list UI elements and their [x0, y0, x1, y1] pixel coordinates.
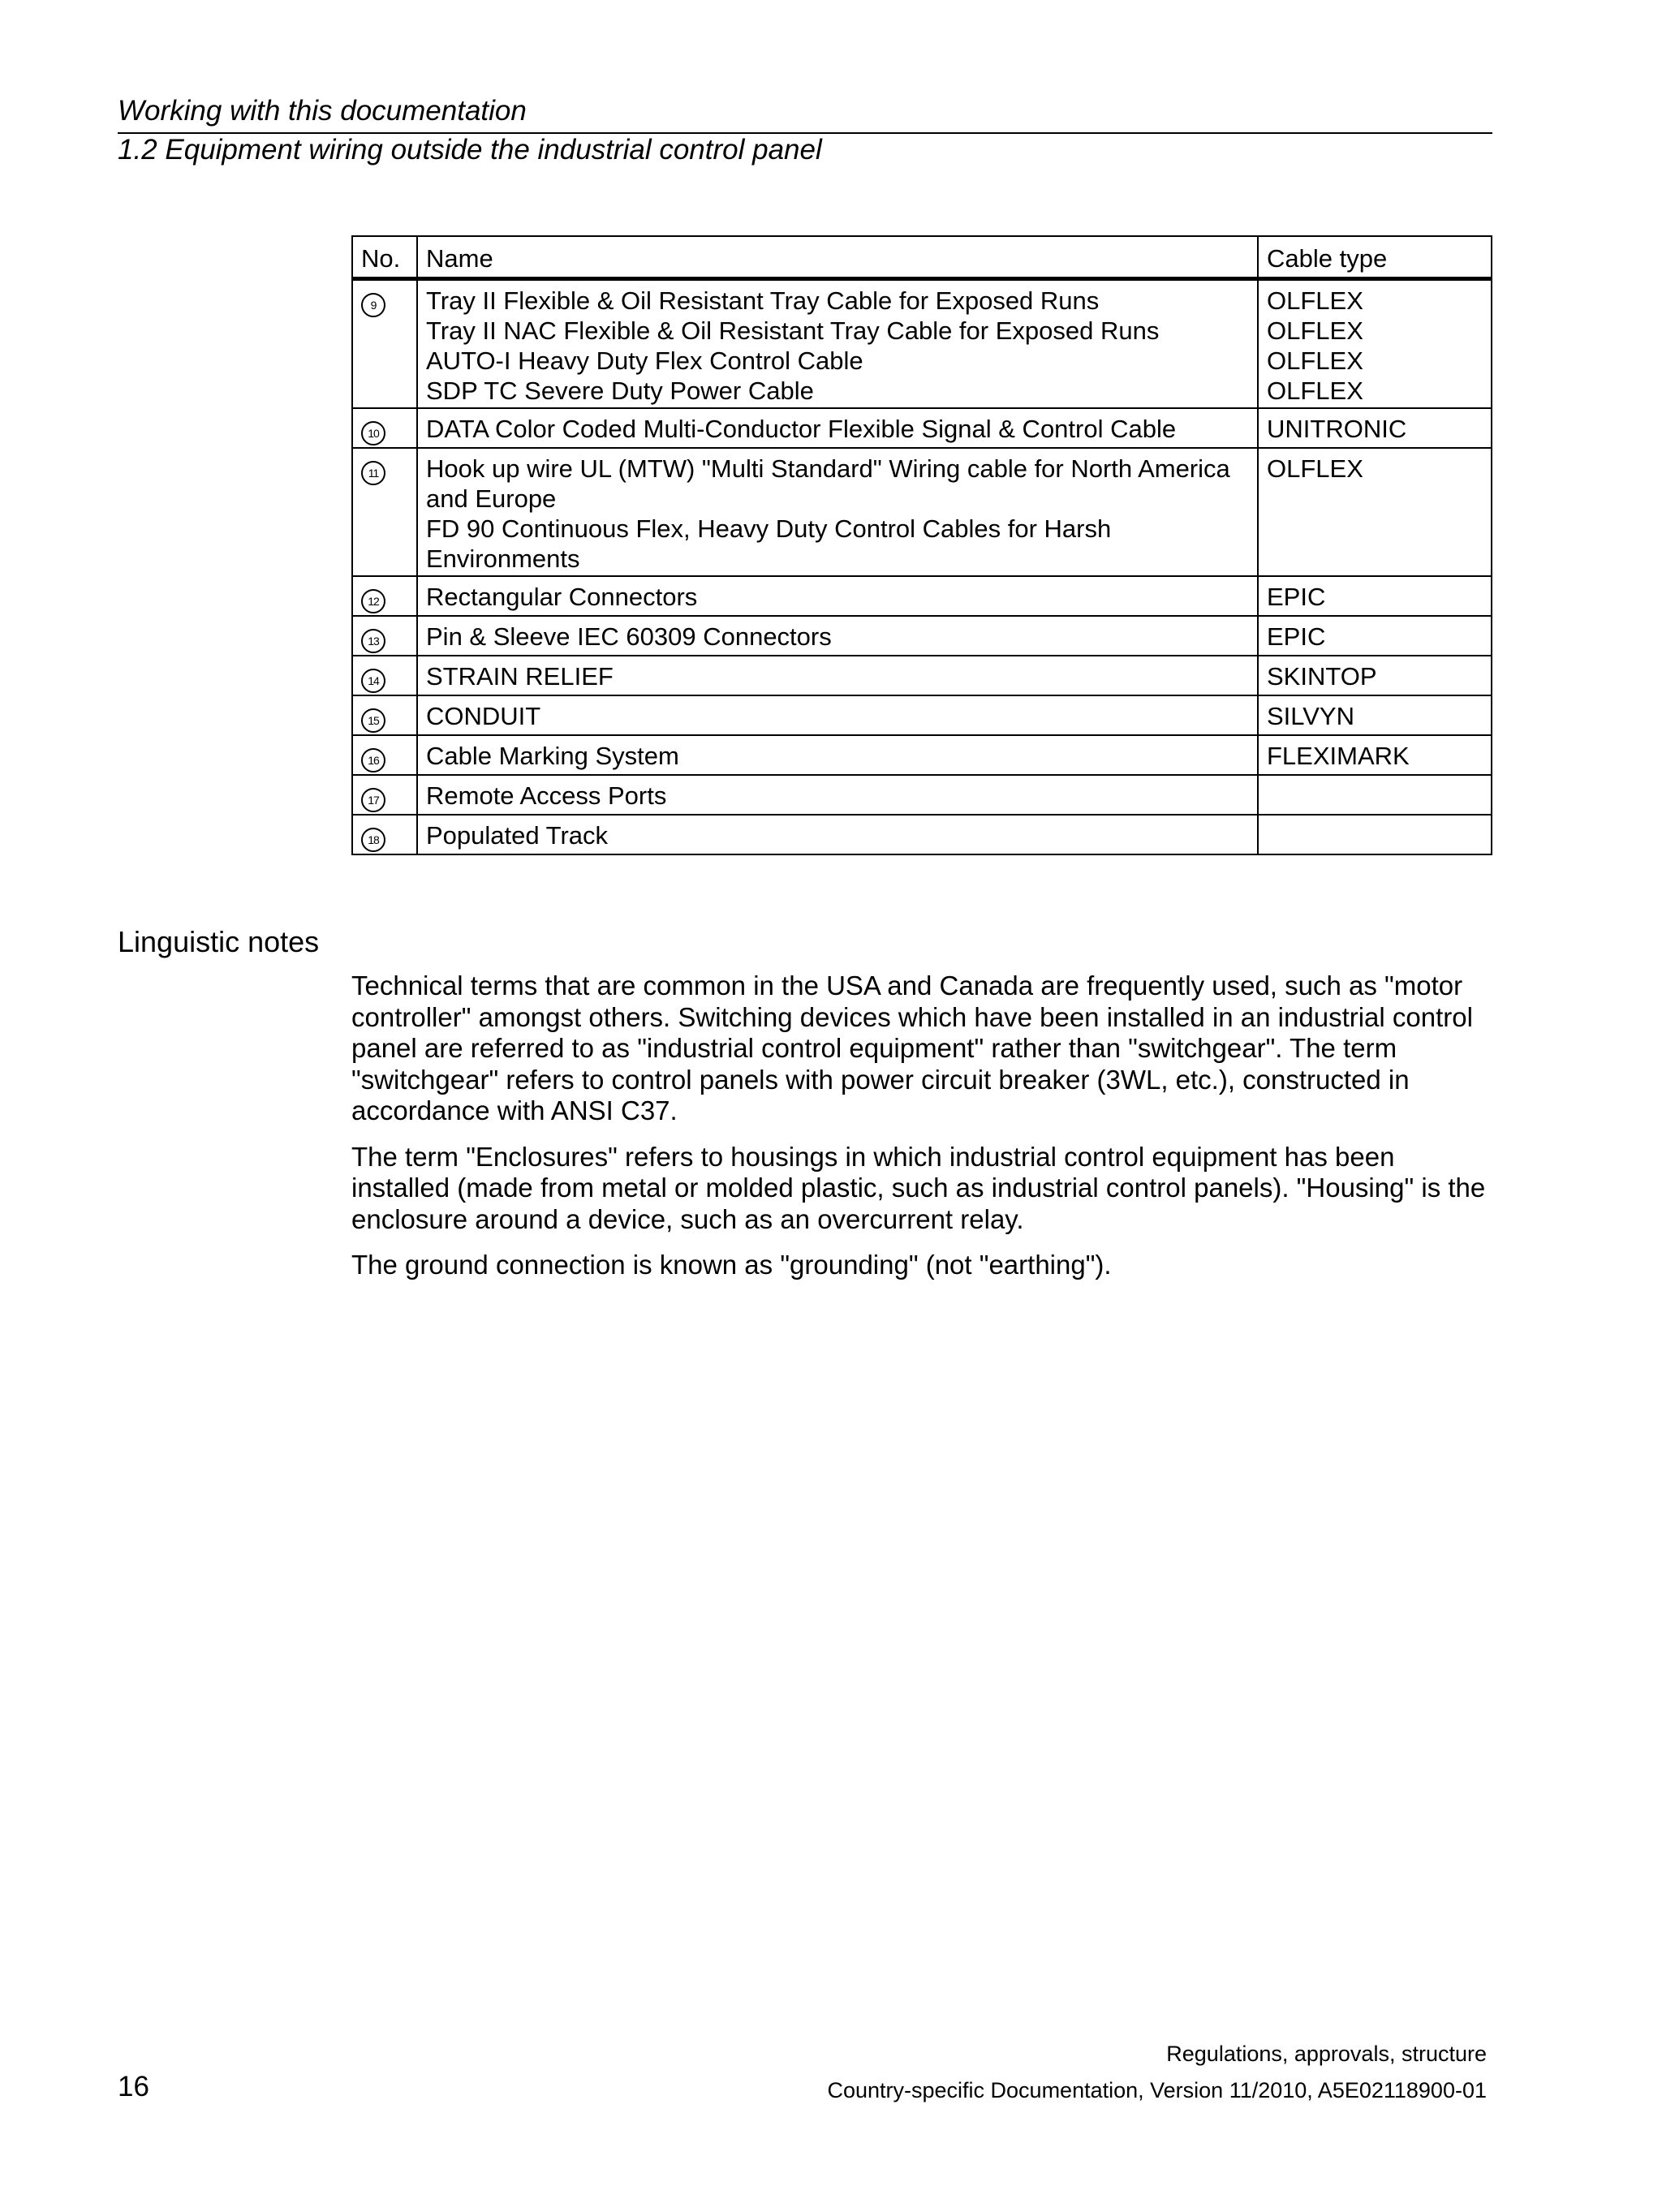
table-row [352, 695, 1492, 735]
circled-number: 9 [361, 293, 385, 317]
cable-name: SDP TC Severe Duty Power Cable [426, 377, 814, 405]
cable-name: CONDUIT [426, 702, 541, 730]
table-row [352, 616, 1492, 656]
row-number-cell [352, 735, 417, 775]
name-cell [417, 448, 1258, 576]
linguistic-notes-body [351, 970, 1496, 1296]
row-number-cell [352, 279, 417, 409]
cable-type-cell [1258, 815, 1492, 854]
name-cell [417, 616, 1258, 656]
table-row [352, 775, 1492, 815]
running-header-section: 1.2 Equipment wiring outside the industrial control panel [118, 134, 822, 166]
name-cell [417, 775, 1258, 815]
name-cell [417, 576, 1258, 616]
cable-type-cell [1258, 448, 1492, 576]
circled-number: 18 [361, 828, 385, 852]
name-cell [417, 279, 1258, 409]
circled-number: 16 [361, 748, 385, 772]
cable-name: Tray II NAC Flexible & Oil Resistant Tray Cable for Exposed Runs [426, 316, 1160, 345]
table-header-row [352, 236, 1492, 279]
cable-type-cell [1258, 576, 1492, 616]
paragraph: The ground connection is known as "grounding" (not "earthing"). [351, 1250, 1112, 1280]
cable-name: FD 90 Continuous Flex, Heavy Duty Control Cables for Harsh Environments [426, 514, 1112, 573]
table-row [352, 735, 1492, 775]
row-number-cell [352, 408, 417, 448]
column-header-cable-type: Cable type [1258, 236, 1492, 279]
row-number-cell [352, 656, 417, 695]
table-row [352, 279, 1492, 409]
running-header-chapter: Working with this documentation [118, 95, 527, 127]
cable-type-cell [1258, 775, 1492, 815]
table-row [352, 448, 1492, 576]
circled-number: 15 [361, 708, 385, 733]
row-number-cell [352, 775, 417, 815]
row-number-cell [352, 695, 417, 735]
cable-type-cell [1258, 656, 1492, 695]
cable-type-cell [1258, 408, 1492, 448]
cable-type: SKINTOP [1267, 662, 1377, 691]
cable-name: Hook up wire UL (MTW) "Multi Standard" Wiring cable for North America and Europe [426, 454, 1230, 513]
cable-name: STRAIN RELIEF [426, 662, 614, 691]
page-number: 16 [118, 2071, 149, 2102]
cable-type: EPIC [1267, 622, 1326, 651]
paragraph: Technical terms that are common in the USA and Canada are frequently used, such as "motor controller" amongst others. Switching devices which have been installed in an industrial control panel are referred to as "industrial control equipment" rather than "switchgear". The term "switchgear" refers to control panels with power circuit breaker (3WL, etc.), constructed in accordance with ANSI C37. [351, 970, 1473, 1125]
cable-name: Remote Access Ports [426, 781, 667, 810]
cable-name: Rectangular Connectors [426, 583, 698, 611]
cable-type: OLFLEX [1267, 377, 1363, 405]
cable-name: Cable Marking System [426, 742, 679, 770]
name-cell [417, 408, 1258, 448]
cable-type-cell [1258, 735, 1492, 775]
cable-name: Populated Track [426, 821, 609, 850]
column-header-name: Name [417, 236, 1258, 279]
name-cell [417, 815, 1258, 854]
circled-number: 13 [361, 629, 385, 653]
table-row [352, 576, 1492, 616]
row-number-cell [352, 616, 417, 656]
name-cell [417, 656, 1258, 695]
cable-type: SILVYN [1267, 702, 1354, 730]
cable-type-cell [1258, 695, 1492, 735]
table-body [352, 279, 1492, 855]
cable-type: UNITRONIC [1267, 415, 1407, 443]
circled-number: 14 [361, 669, 385, 693]
circled-number: 17 [361, 788, 385, 812]
cable-type-cell [1258, 616, 1492, 656]
row-number-cell [352, 815, 417, 854]
name-cell [417, 695, 1258, 735]
column-header-no: No. [352, 236, 417, 279]
cable-name: DATA Color Coded Multi-Conductor Flexible Signal & Control Cable [426, 415, 1177, 443]
circled-number: 10 [361, 421, 385, 445]
footer-doc-title: Regulations, approvals, structure [1166, 2042, 1487, 2066]
name-cell [417, 735, 1258, 775]
cable-type: OLFLEX [1267, 286, 1363, 315]
cable-table [351, 235, 1492, 855]
table-row [352, 815, 1492, 854]
row-number-cell [352, 448, 417, 576]
cable-name: AUTO-I Heavy Duty Flex Control Cable [426, 346, 863, 375]
cable-name: Tray II Flexible & Oil Resistant Tray Cable for Exposed Runs [426, 286, 1100, 315]
footer-doc-info: Country-specific Documentation, Version 11/2010, A5E02118900-01 [827, 2078, 1487, 2102]
circled-number: 11 [361, 461, 385, 485]
cable-type: OLFLEX [1267, 316, 1363, 345]
cable-type-cell [1258, 279, 1492, 409]
cable-name: Pin & Sleeve IEC 60309 Connectors [426, 622, 832, 651]
table-row [352, 408, 1492, 448]
cable-type: OLFLEX [1267, 346, 1363, 375]
section-title: Linguistic notes [118, 925, 320, 958]
table-row [352, 656, 1492, 695]
paragraph: The term "Enclosures" refers to housings in which industrial control equipment has been installed (made from metal or molded plastic, such as industrial control panels). "Housing" is the enclosure around a device, such as an overcurrent relay. [351, 1141, 1486, 1234]
cable-type: FLEXIMARK [1267, 742, 1410, 770]
row-number-cell [352, 576, 417, 616]
circled-number: 12 [361, 589, 385, 613]
cable-type: EPIC [1267, 583, 1326, 611]
cable-type: OLFLEX [1267, 454, 1363, 483]
